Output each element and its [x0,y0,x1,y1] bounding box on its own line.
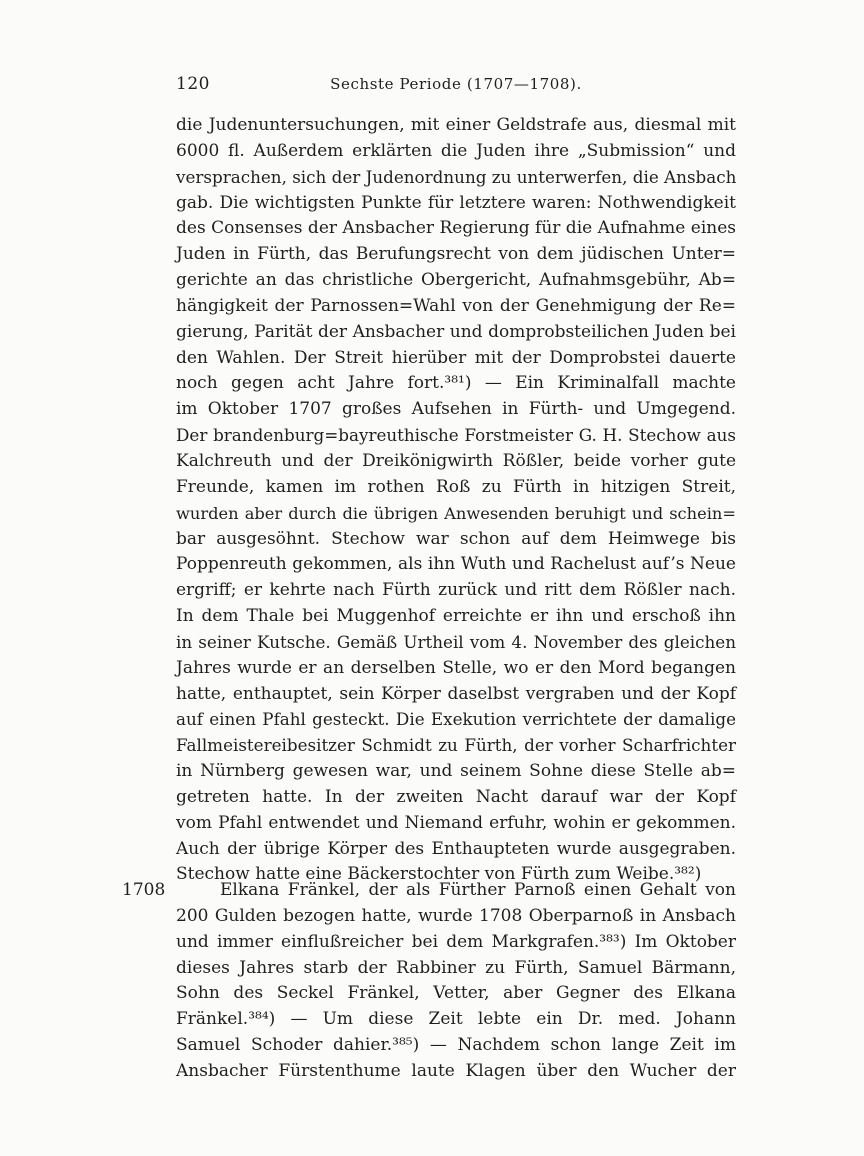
margin-year-note: 1708 [122,880,166,900]
text-line: im Oktober 1707 großes Aufsehen in Fürth- und Umgegend. [176,399,736,420]
running-head: Sechste Periode (1707—1708). [330,75,582,93]
text-line: Samuel Schoder dahier.³⁸⁵) — Nachdem schon lange Zeit im [176,1035,736,1056]
text-line: Der brandenburg=bayreuthische Forstmeister G. H. Stechow aus [176,425,736,446]
text-line: Kalchreuth und der Dreikönigwirth Rößler, beide vorher gute [176,450,736,471]
text-line: den Wahlen. Der Streit hierüber mit der Domprobstei dauerte [176,347,736,368]
text-line: in Nürnberg gewesen war, und seinem Sohne diese Stelle ab= [176,761,736,782]
page-header [176,74,736,100]
text-line: Ansbacher Fürstenthume laute Klagen über den Wucher der [176,1060,736,1081]
text-line: noch gegen acht Jahre fort.³⁸¹) — Ein Kriminalfall machte [176,373,736,394]
text-line: 6000 fl. Außerdem erklärten die Juden ihre „Submission“ und [176,140,736,161]
text-line: Freunde, kamen im rothen Roß zu Fürth in hitzigen Streit, [176,476,736,497]
text-line: Poppenreuth gekommen, als ihn Wuth und Rachelust auf’s Neue [176,554,736,575]
text-line: In dem Thale bei Muggenhof erreichte er ihn und erschoß ihn [176,606,736,627]
text-line: Juden in Fürth, das Berufungsrecht von dem jüdischen Unter= [176,244,736,265]
paragraph-2 [176,878,736,1085]
text-line: Elkana Fränkel, der als Fürther Parnoß einen Gehalt von [220,880,736,900]
text-line: ergriff; er kehrte nach Fürth zurück und ritt dem Rößler nach. [176,580,736,601]
text-line: bar ausgesöhnt. Stechow war schon auf dem Heimwege bis [176,528,736,549]
text-line: und immer einflußreicher bei dem Markgrafen.³⁸³) Im Oktober [176,931,736,952]
text-line: wurden aber durch die übrigen Anwesenden beruhigt und schein= [176,503,736,523]
text-line: Fallmeistereibesitzer Schmidt zu Fürth, der vorher Scharfrichter [176,735,736,756]
text-line: getreten hatte. In der zweiten Nacht darauf war der Kopf [176,786,736,807]
text-line: Stechow hatte eine Bäckerstochter von Fürth zum Weibe.³⁸²) [176,864,702,885]
text-line: Auch der übrige Körper des Enthaupteten wurde ausgegraben. [176,838,736,859]
text-line: versprachen, sich der Judenordnung zu unterwerfen, die Ansbach [176,166,737,187]
text-line: Sohn des Seckel Fränkel, Vetter, aber Gegner des Elkana [176,983,736,1004]
text-line: gierung, Parität der Ansbacher und domprobsteilichen Juden bei [176,321,736,342]
text-line: in seiner Kutsche. Gemäß Urtheil vom 4. November des gleichen [176,631,736,652]
text-line: hatte, enthauptet, sein Körper daselbst vergraben und der Kopf [176,683,736,704]
text-line: auf einen Pfahl gesteckt. Die Exekution verrichtete der damalige [176,709,736,730]
text-line: des Consenses der Ansbacher Regierung für die Aufnahme eines [176,218,736,239]
page-number: 120 [176,74,210,94]
text-line: die Judenuntersuchungen, mit einer Geldstrafe aus, diesmal mit [176,115,736,135]
paragraph-1 [176,113,736,888]
text-line: gerichte an das christliche Obergericht, Aufnahmsgebühr, Ab= [176,270,736,291]
text-line: gab. Die wichtigsten Punkte für letztere waren: Nothwendigkeit [176,192,736,213]
text-line: dieses Jahres starb der Rabbiner zu Fürth, Samuel Bärmann, [176,957,736,978]
text-line: hängigkeit der Parnossen=Wahl von der Genehmigung der Re= [176,295,736,316]
text-line: Jahres wurde er an derselben Stelle, wo er den Mord begangen [176,657,736,678]
text-line: 200 Gulden bezogen hatte, wurde 1708 Oberparnoß in Ansbach [176,905,736,926]
text-line: vom Pfahl entwendet und Niemand erfuhr, wohin er gekommen. [176,812,736,833]
text-line: Fränkel.³⁸⁴) — Um diese Zeit lebte ein Dr. med. Johann [176,1009,736,1030]
